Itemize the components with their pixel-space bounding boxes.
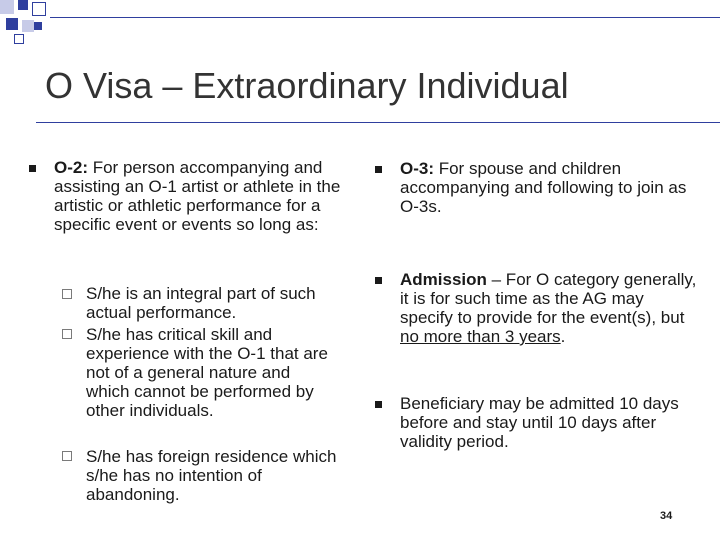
- admission-end: .: [560, 327, 566, 346]
- sub-bullet-text: S/he has foreign residence which s/he has no intention of abandoning.: [86, 447, 337, 504]
- o2-description: For person accompanying and assisting an O-1 artist or athlete in the artistic or athletic performance for a specific event or events so long as:: [54, 158, 341, 234]
- decor-square: [14, 34, 24, 44]
- checkbox-bullet-icon: [62, 329, 72, 339]
- o3-bullet-text: [400, 159, 700, 216]
- admission-limit: no more than 3 years: [400, 327, 561, 346]
- square-bullet-icon: [375, 166, 382, 173]
- square-bullet-icon: [29, 165, 36, 172]
- page-number: 34: [660, 510, 673, 522]
- sub-bullet-text: S/he has critical skill and experience with the O-1 that are not of a general nature and which cannot be performed by other individuals.: [86, 325, 328, 420]
- decor-square: [0, 0, 14, 14]
- sub-bullet-text: S/he is an integral part of such actual performance.: [86, 284, 316, 322]
- decor-square: [6, 18, 18, 30]
- decor-square: [22, 20, 34, 32]
- corner-decoration: [0, 0, 720, 50]
- slide-title: O Visa – Extraordinary Individual: [45, 65, 569, 106]
- o3-description: For spouse and children accompanying and following to join as O-3s.: [400, 159, 687, 216]
- title-divider: [36, 122, 720, 123]
- decor-square: [32, 2, 46, 16]
- square-bullet-icon: [375, 277, 382, 284]
- admission-bullet-text: [400, 270, 700, 346]
- decor-square: [18, 0, 28, 10]
- square-bullet-icon: [375, 401, 382, 408]
- o3-label: O-3:: [400, 159, 434, 178]
- top-rule-line: [50, 17, 720, 18]
- checkbox-bullet-icon: [62, 289, 72, 299]
- admission-label: Admission: [400, 270, 487, 289]
- beneficiary-bullet-text: Beneficiary may be admitted 10 days before and stay until 10 days after validity period.: [400, 394, 679, 451]
- o2-bullet-text: [54, 158, 350, 234]
- checkbox-bullet-icon: [62, 451, 72, 461]
- decor-square: [34, 22, 42, 30]
- o2-label: O-2:: [54, 158, 88, 177]
- admission-description: – For O category generally, it is for such time as the AG may specify to provide for the event(s), but: [400, 270, 697, 327]
